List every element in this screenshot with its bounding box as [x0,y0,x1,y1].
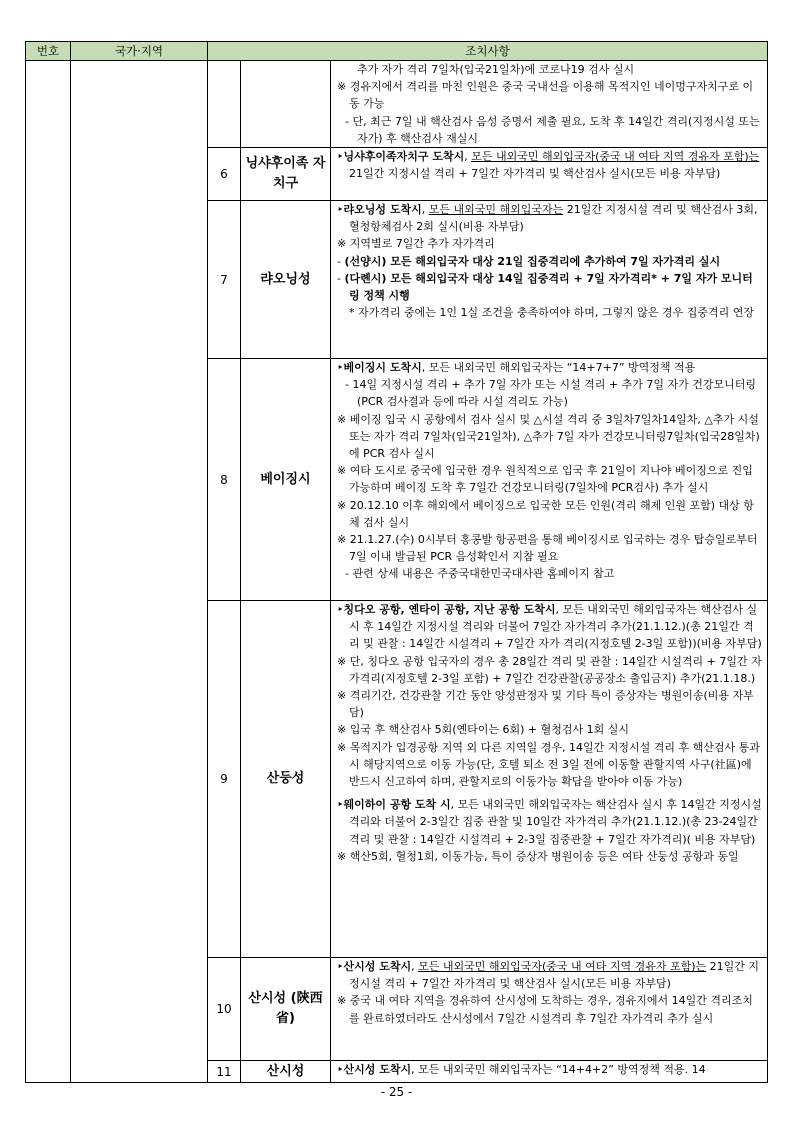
measure-line: ※ 격리기간, 건강관찰 기간 동안 양성판정자 및 기타 특이 증상자는 병원이송(비용 자부담) [337,689,754,720]
measure-line: ※ 여타 도시로 중국에 입국한 경우 원칙적으로 입국 후 21일이 지나야 베이징으로 진입 가능하며 베이징 도착 후 7일간 건강모니터링(7일차에 PCR검사) 추가 실시 [337,464,753,495]
measure-line: * 자가격리 중에는 1인 1실 조건을 충족하여야 하며, 그렇지 않은 경우 집중격리 연장 [349,306,754,320]
measure-underlined: 모든 내외국민 해외입국자(중국 내 여타 지역 경유자 포함)는 [418,960,707,974]
measure-lead: ‣산시성 도착시, 모든 내외국민 해외입국자(중국 내 여타 지역 경유자 포함)는 21일간 지정시설 격리 + 7일간 자가격리 및 핵산검사 실시(모든 비용 자부담) [337,960,760,991]
row-region: 산시성 [241,1061,331,1083]
measure-line: ※ 입국 후 핵산검사 5회(옌타이는 6회) + 혈청검사 1회 실시 [337,723,629,737]
measure-line: ※ 단, 칭다오 공항 입국자의 경우 총 28일간 격리 및 관찰 : 14일간 시설격리 + 7일간 자가격리(지정호텔 2-3일 포함) + 7일간 건강관찰(공공장소 출입금지) 추가(21.1.18.) [337,654,762,685]
measure-line: - 단, 최근 7일 내 핵산검사 음성 증명서 제출 필요, 도착 후 14일간 격리(지정시설 또는 자가) 후 핵산검사 재실시 [345,114,760,145]
row-measures [331,1061,768,1083]
measure-line: - (다롄시) 모든 해외입국자 대상 14일 집중격리 + 7일 자가격리* + 7일 자가 모니터링 정책 시행 [337,271,753,303]
measure-bold: 랴오닝성 도착시 [343,203,422,217]
row-region: 산시성 (陝西省) [241,958,331,1061]
row-region [241,61,331,148]
row-measures [331,201,768,359]
table-row-continuation [26,61,768,148]
measure-lead: ‣웨이하이 공항 도착 시, 모든 내외국민 해외입국자는 핵산검사 실시 후 14일간 지정시설 격리와 더불어 2-3일간 집중 관찰 및 10일간 자가격리 추가(21.1.12.)(총 23-24일간 격리 및 관찰 : 14일간 시설격리 + 2-3일 집중관찰 + 7일간 자가격리)( 비용 자부담) [337,798,762,846]
header-number: 번호 [26,42,71,61]
measure-line: ※ 21.1.27.(수) 0시부터 홍콩발 항공편을 통해 베이징시로 입국하는 경우 탑승일로부터 7일 이내 발급된 PCR 음성확인서 지참 필요 [337,533,758,564]
measure-rest: 21일간 지정시설 격리 및 핵산검사 3회, 혈청항체검사 2회 실시(비용 자부담) [349,203,758,234]
measure-underlined: 모든 내외국민 해외입국자(중국 내 여타 지역 경유자 포함)는 [471,150,760,164]
row-number: 11 [208,1061,241,1083]
measure-rest: , 모든 내외국민 해외입국자는 “14+7+7” 방역정책 적용 [421,361,696,375]
row-measures [331,148,768,201]
row-region: 닝샤후이족 자치구 [241,148,331,201]
row-region: 산둥성 [241,601,331,958]
measure-line: - 14일 지정시설 격리 + 추가 7일 자가 또는 시설 격리 + 추가 7일 자가 건강모니터링(PCR 검사결과 등에 따라 시설 격리도 가능) [345,378,756,409]
measure-line: 추가 자가 격리 7일차(입국21일차)에 코로나19 검사 실시 [357,63,635,76]
measure-line: ※ 핵산5회, 혈청1회, 이동가능, 특이 증상자 병원이송 등은 여타 산둥성 공항과 동일 [337,849,739,863]
measure-line: ※ 경유지에서 격리를 마친 인원은 중국 국내선을 이용해 목적지인 네이멍구자치구로 이동 가능 [337,80,754,111]
measure-line: ※ 베이징 입국 시 공항에서 검사 실시 및 △시설 격리 중 3일차7일차14일차, △추가 시설 또는 자가 격리 7일차(입국21일차), △추가 7일 자가 건강모니터링7일차(입국28일차)에 PCR 검사 실시 [337,412,760,461]
header-measures: 조치사항 [208,42,768,61]
measure-line: ※ 중국 내 여타 지역을 경유하여 산시성에 도착하는 경우, 경유지에서 14일간 격리조치를 완료하였더라도 산시성에서 7일간 시설격리 후 7일간 자가격리 추가 실시 [337,994,753,1025]
measure-rest: , 모든 내외국민 해외입국자는 핵산검사 실시 후 14일간 지정시설 격리와 더불어 7일간 자가격리 추가(21.1.12.)(총 21일간 격리 및 관찰 : 14일간 시설격리 + 7일간 자가 격리(지정호텔 2-3일 포함))(비용 자부담) [349,603,762,651]
row-number: 10 [208,958,241,1061]
measure-line-text: (선양시) 모든 해외입국자 대상 21일 집중격리에 추가하여 7일 자가격리 실시 [344,254,721,268]
measure-line-text: (다롄시) 모든 해외입국자 대상 14일 집중격리 + 7일 자가격리* + 7일 자가 모니터링 정책 시행 [344,271,753,303]
measure-bold: 산시성 도착시 [343,1063,412,1077]
measure-lead: ‣베이징시 도착시, 모든 내외국민 해외입국자는 “14+7+7” 방역정책 적용 [337,361,696,375]
row-number: 6 [208,148,241,201]
row-measures [331,958,768,1061]
table-header-row [26,42,768,61]
measure-underlined: 모든 내외국민 해외입국자는 [428,203,564,217]
row-measures [331,359,768,601]
outer-country-cell [71,61,208,1083]
measure-rest: 21일간 지정시설 격리 + 7일간 자가격리 및 핵산검사 실시(모든 비용 자부담) [349,960,760,991]
row-region: 랴오닝성 [241,201,331,359]
measure-bold: 칭다오 공항, 옌타이 공항, 지난 공항 도착시 [343,603,556,617]
outer-number-cell [26,61,71,1083]
row-measures [331,601,768,958]
measures-table [25,41,768,1083]
row-number: 8 [208,359,241,601]
measure-line: ※ 목적지가 입경공항 지역 외 다른 지역일 경우, 14일간 지정시설 격리 후 핵산검사 통과 시 해당지역으로 이동 가능(단, 호텔 퇴소 전 3일 전에 이동할 관할지역 사구(社區)에 반드시 신고하여 하며, 관할지로의 이동가능 확답을 받아야 이동 가능) [337,740,760,789]
measure-line: ※ 지역별로 7일간 추가 자가격리 [337,237,495,251]
measure-line: - 관련 상세 내용은 주중국대한민국대사관 홈페이지 참고 [345,567,615,581]
header-country-region: 국가·지역 [71,42,208,61]
row-number: 9 [208,601,241,958]
measure-rest: , 모든 내외국민 해외입국자는 핵산검사 실시 후 14일간 지정시설 격리와 더불어 2-3일간 집중 관찰 및 10일간 자가격리 추가(21.1.12.)(총 23-24일간 격리 및 관찰 : 14일간 시설격리 + 2-3일 집중관찰 + 7일간 자가격리)( 비용 자부담) [349,798,762,846]
measure-lead: ‣산시성 도착시, 모든 내외국민 해외입국자는 “14+4+2” 방역정책 적용. 14 [337,1063,706,1077]
measure-lead: ‣랴오닝성 도착시, 모든 내외국민 해외입국자는 21일간 지정시설 격리 및 핵산검사 3회, 혈청항체검사 2회 실시(비용 자부담) [337,203,758,234]
measure-bold: 웨이하이 공항 도착 시 [343,798,451,812]
measure-bold: 산시성 도착시 [343,960,412,974]
row-region: 베이징시 [241,359,331,601]
row-number [208,61,241,148]
measure-bold: 닝샤후이족자치구 도착시 [343,150,465,164]
measure-line: - (선양시) 모든 해외입국자 대상 21일 집중격리에 추가하여 7일 자가격리 실시 [337,254,721,268]
row-number: 7 [208,201,241,359]
measure-lead: ‣칭다오 공항, 옌타이 공항, 지난 공항 도착시, 모든 내외국민 해외입국자는 핵산검사 실시 후 14일간 지정시설 격리와 더불어 7일간 자가격리 추가(21.1.12.)(총 21일간 격리 및 관찰 : 14일간 시설격리 + 7일간 자가 격리(지정호텔 2-3일 포함))(비용 자부담) [337,603,762,651]
measure-lead: ‣닝샤후이족자치구 도착시, 모든 내외국민 해외입국자(중국 내 여타 지역 경유자 포함)는 21일간 지정시설 격리 + 7일간 자가격리 및 핵산검사 실시(모든 비용 자부담) [337,150,760,181]
measure-line: ※ 20.12.10 이후 해외에서 베이징으로 입국한 모든 인원(격리 해제 인원 포함) 대상 항체 검사 실시 [337,498,754,529]
measure-bold: 베이징시 도착시 [343,361,422,375]
page-number: - 25 - [380,1085,413,1099]
row-measures [331,61,768,148]
measure-rest: , 모든 내외국민 해외입국자는 “14+4+2” 방역정책 적용. 14 [411,1063,706,1077]
measure-rest: 21일간 지정시설 격리 + 7일간 자가격리 및 핵산검사 실시(모든 비용 자부담) [349,167,721,181]
